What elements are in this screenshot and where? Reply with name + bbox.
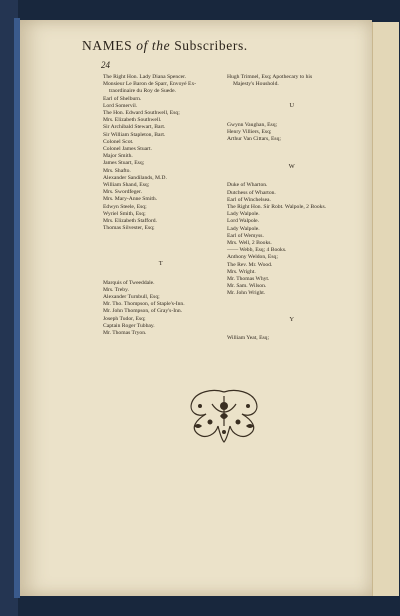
subscriber-entry: Arthur Van Cittars, Esq; [227,136,281,143]
subscriber-entry: The Rev. Mr. Wood. [227,261,273,268]
subscriber-entry: Lord Somervil. [103,102,138,109]
subscriber-entry: Earl of Winchelsea. [227,196,271,203]
subscriber-entry: The Right Hon. Sir Robt. Walpole, 2 Books. [227,204,327,211]
subscriber-entry: Mr. Thomas Tryon. [103,330,147,337]
facing-page-edge [372,22,399,596]
subscriber-entry: Mrs. Treby. [103,286,129,293]
subscriber-entry: Captain Roger Tubbay. [103,322,155,329]
subscriber-entry: Mr. Tho. Thompson, of Staple's-Inn. [103,301,185,308]
subscriber-entry: The Right Hon. Lady Diana Spencer. [103,74,187,80]
subscriber-entry: Gwynn Vaughan, Esq; [227,121,278,128]
subscriber-entry: Colonel Scot. [103,138,134,145]
subscriber-entry: Majesty's Houshold. [233,81,279,88]
subscriber-entry: —— Webb, Esq; 4 Books. [227,247,287,254]
subscriber-entry: William Yeat, Esq; [227,334,270,341]
subscriber-entry: Mrs. Wright. [227,268,256,275]
subscriber-entry: Anthony Weldon, Esq; [227,254,278,261]
subscriber-entry: Duke of Wharton. [227,182,268,189]
subscriber-entry: Major Smith. [103,153,133,160]
floral-ornament-icon [182,386,266,444]
section-letter-y: Y [289,315,295,323]
subscriber-entry: Edwyn Steele, Esq; [103,203,147,210]
subscriber-entry: James Stuart, Esq; [103,160,145,167]
subscriber-entry: Dutchess of Wharton. [227,189,276,196]
subscriber-entry: Mrs. Elizabeth Stafford. [103,218,157,225]
subscriber-entry: traordinaire du Roy de Suede. [109,88,176,95]
subscriber-entry: Mrs. Shafto. [103,167,131,174]
subscriber-entry: Lord Walpole. [227,218,260,225]
subscriber-entry: Joseph Tudor, Esq; [103,315,146,322]
subscriber-entry: Henry Villiers, Esq; [227,128,272,135]
subscriber-entry: Mr. John Thompson, of Gray's-Inn. [103,308,183,315]
running-head-of: of the [136,38,171,53]
running-head-suffix: Subscribers. [174,38,248,53]
right-column [227,74,357,342]
subscriber-entry: Mr. Thomas Whyt. [227,276,270,283]
subscriber-entry: Monsieur Le Baron de Sparr, Envoyé Ex- [103,81,197,88]
subscriber-entry: Colonel James Stuart. [103,146,152,153]
subscriber-entry: William Shand, Esq; [103,182,150,189]
section-letter-u: U [289,102,295,110]
subscriber-entry: The Hon. Edward Southwell, Esq; [103,110,180,117]
subscriber-entry: Mrs. Swordfeger. [103,189,142,196]
subscriber-entry: Sir William Stapleton, Bart. [103,131,166,138]
subscriber-entry: Mr. Sam. Wilson. [227,283,267,290]
section-letter-w: W [288,163,296,171]
subscriber-entry: Mrs. Well, 2 Books. [227,240,272,247]
section-letter-t: T [158,260,164,268]
page-number: 24 [101,60,110,70]
subscriber-entry: Earl of Shelburn. [103,95,142,102]
subscriber-entry: Lady Walpole. [227,225,260,232]
subscriber-entry: Mrs. Elizabeth Southwell. [103,117,162,124]
subscriber-entry: Lady Walpole. [227,211,260,218]
running-head-prefix: NAMES [82,38,133,53]
subscriber-entry: Earl of Wemyss. [227,232,264,239]
left-column [103,74,219,337]
running-head [82,38,248,54]
subscriber-entry: Alexander Turnbull, Esq; [103,294,160,301]
subscriber-entry: Mr. John Wright. [227,290,266,297]
subscriber-entry: Marquis of Tweeddale. [103,279,155,286]
subscriber-entry: Mrs. Mary-Anne Smith. [103,196,158,203]
subscriber-entry: Wyriel Smith, Esq; [103,210,146,217]
subscriber-entry: Hugh Trimnel, Esq; Apothecary to his [227,74,313,80]
subscriber-entry: Alexander Sandilands, M.D. [103,174,167,181]
subscriber-entry: Sir Archibald Stewart, Bart. [103,124,166,131]
subscriber-entry: Thomas Silvester, Esq; [103,225,155,232]
